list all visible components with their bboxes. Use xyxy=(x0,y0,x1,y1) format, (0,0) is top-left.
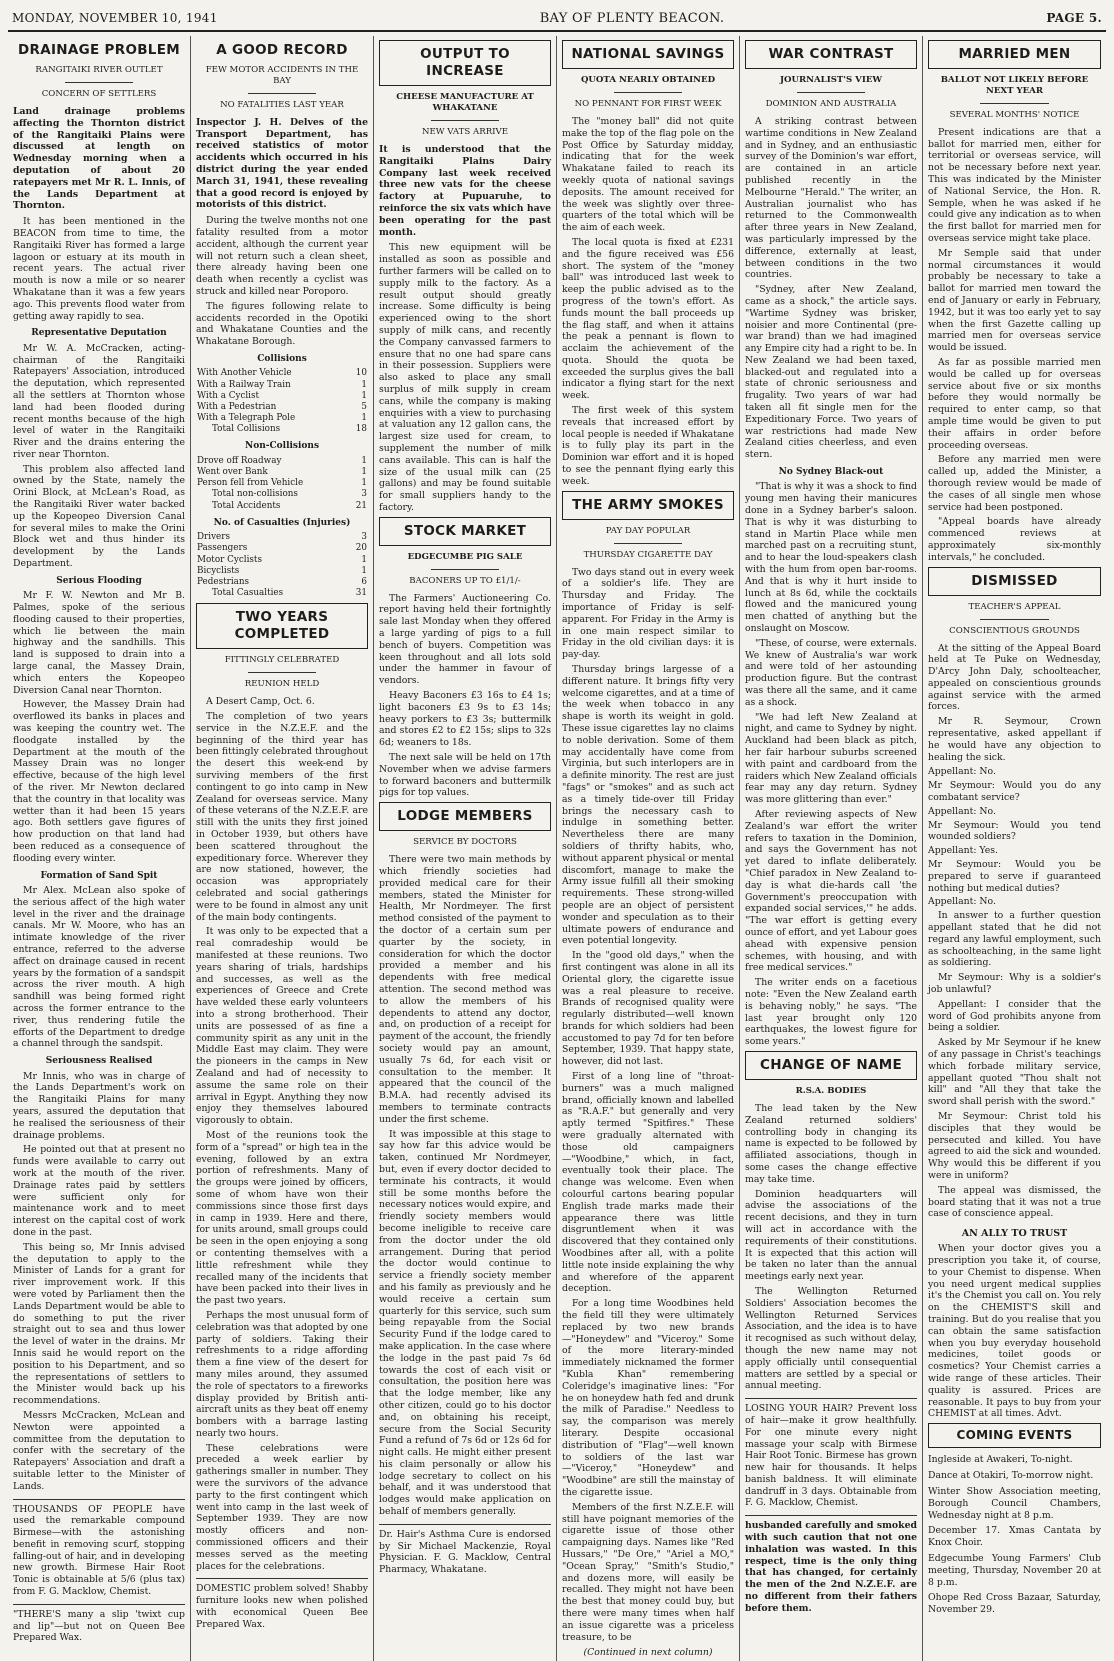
headline-coming-events: COMING EVENTS xyxy=(956,1428,1073,1443)
headline-box xyxy=(745,40,917,69)
headline-box xyxy=(745,1051,917,1080)
table-row xyxy=(196,577,368,588)
row-value: 31 xyxy=(355,588,367,599)
paragraph: He pointed out that at present no funds were available to carry out work at the mouth of the river. Drainage rates paid by settlers were sufficient only for maintenance work and to meet interest on the capital cost of work done in the past. xyxy=(13,1144,185,1238)
dialogue-line: Appellant: No. xyxy=(928,896,996,908)
row-value: 20 xyxy=(355,543,367,554)
paragraph: Mr R. Seymour, Crown representative, asked appellant if he would have any objection to healing the sick. xyxy=(928,716,1101,763)
dialogue-line: Appellant: Yes. xyxy=(928,845,998,857)
row-value: 1 xyxy=(361,467,367,478)
column-1 xyxy=(8,36,191,1661)
paragraph: Mr W. A. McCracken, acting-chairman of the Rangitaiki Ratepayers' Association, introduced the deputation, which represented all the settlers at Thornton whose land had been flooded during recent months because of the high level of water in the Rangitaiki River and the drains entering the river near Thornton. xyxy=(13,342,185,460)
row-value: 3 xyxy=(361,532,367,543)
subhead: SERVICE BY DOCTORS xyxy=(413,837,517,848)
column-2 xyxy=(191,36,374,1661)
paragraph: Mr Innis, who was in charge of the Lands Department's work on the Rangitaiki Plains for many years, assured the deputation that he realised the seriousness of their drainage problems. xyxy=(13,1070,185,1141)
ad-text: DOMESTIC problem solved! Shabby furniture looks new when polished with economical Queen Bee Prepared Wax. xyxy=(196,1583,368,1630)
headline-national-savings: NATIONAL SAVINGS xyxy=(571,46,725,62)
dialogue-line: Mr Seymour: Would you tend wounded soldiers? xyxy=(928,819,1101,843)
paragraph: The figures following relate to accidents recorded in the Opotiki and Whakatane Counties and the Whakatane Borough. xyxy=(196,300,368,348)
subhead: FITTINGLY CELEBRATED xyxy=(224,655,340,666)
headline-change-of-name: CHANGE OF NAME xyxy=(760,1056,902,1073)
paragraph: When your doctor gives you a prescription you take it, of course, to your Chemist to dispense. When you need urgent medical supplies it's the Chemist you call on. You rely on the CHEMIST'S skill and training. But do you realise that you can obtain the same satisfaction when you buy everyday household medicines, toilet goods or cosmetics? Your Chemist carries a wide range of these articles. Their quality is assured. Prices are reasonable. It pays to buy from your CHEMIST at all times. Advt. xyxy=(928,1243,1101,1420)
divider xyxy=(614,543,683,544)
article-lede: It is understood that the Rangitaiki Plains Dairy Company last week received three new vats for the cheese factory at Pupuaruhe, to reinforce the six vats which have been operating for the past month. xyxy=(379,144,551,238)
paragraph: Mr Alex. McLean also spoke of the serious affect of the high water level in the river and the drainage canals. Mr W. Moore, who has an intimate knowledge of the river entrance, referred to the adverse affect on drainage caused in recent years by the formation of a sandspit across the river mouth. A high sandhill was being formed right across the former entrance to the river, thus rendering futile the efforts of the Department to dredge a channel through the sandspit. xyxy=(13,885,185,1050)
paragraph: These celebrations were preceded a week earlier by gatherings smaller in number. They were the survivors of the advance party to the first contingent which went into camp in the last week of September 1939. They are now mostly officers and non-commissioned officers and their messes served as the meeting places for the celebrations. xyxy=(196,1442,368,1572)
paragraph: "Appeal boards have already commenced reviews at approximately six-monthly intervals," he concluded. xyxy=(928,516,1101,563)
paragraph: Heavy Baconers £3 16s to £4 1s; light baconers £3 9s to £3 14s; heavy porkers to £3 3s; buttermilk and stores £2 to £2 15s; slips to 32s 6d; weaners to 18s. xyxy=(379,690,551,749)
row-label: With Another Vehicle xyxy=(197,368,292,379)
table-row xyxy=(196,532,368,543)
paragraph: This problem also affected land owned by the State, namely the Orini Block, at McLean's Road, as the Rangitaiki River water backed up the Kopeopeo Diversion Canal for several miles to make the Orini Block wet and thus hinder its development by the Lands Department. xyxy=(13,463,185,570)
subhead: BACONERS UP TO £1/1/- xyxy=(409,575,521,586)
paragraph: "These, of course, were externals. We knew of Australia's war work and were told of her astounding production figure. But the contrast was there all the same, and it came as a shock. xyxy=(745,637,917,708)
paragraph: As far as possible married men would be called up for overseas service about five or six months before they would normally be required to enter camp, so that ample time would be given to put their affairs in order before proceeding overseas. xyxy=(928,357,1101,451)
newspaper-title: BAY OF PLENTY BEACON. xyxy=(539,10,725,26)
section-heading: Serious Flooding xyxy=(56,575,142,586)
headline-box xyxy=(928,567,1101,596)
subhead: QUOTA NEARLY OBTAINED xyxy=(580,75,716,86)
row-label: With a Pedestrian xyxy=(197,401,277,412)
row-value: 21 xyxy=(355,500,367,511)
issue-date: MONDAY, NOVEMBER 10, 1941 xyxy=(12,11,218,25)
paragraph: Thursday brings largesse of a different nature. It brings fifty very welcome cigarettes, and at a time of the week when tobacco in any shape is worth its weight in gold. These issue cigarettes lay no claims to noble derivation. Some of them may accidentally have come from Virginia, but such interlopers are in a definite minority. The rest are just "fags" or "smokes" and as such act as a timely tide-over till Friday brings the necessary cash to indulge in something better. Nevertheless there are many soldiers of thrifty habits, who, without apparent physical or mental discomfort, manage to make the Army issue fulfill all their smoking requirements. These strong-willed people are an object of persistent wonder and speculation as to their ultimate powers of endurance and even potential longevity. xyxy=(562,663,734,947)
paragraph: After reviewing aspects of New Zealand's war effort the writer refers to taxation in the Dominion, and says the Government has not yet dared to inflate deliberately. "Chief paradox in New Zealand to-day is what die-hards call 'the Government's preoccupation with expanded social services,'" he adds. "The war effort is getting every ounce of effort, and yet Labour goes ahead with expensive pension schemes, with housing, and with free medical services." xyxy=(745,809,917,974)
paragraph: The appeal was dismissed, the board stating that it was not a true case of conscience appeal. xyxy=(928,1184,1101,1220)
subhead: CONSCIENTIOUS GROUNDS xyxy=(949,625,1080,636)
dialogue xyxy=(928,766,1101,908)
dialogue-line: Appellant: No. xyxy=(928,805,996,817)
subhead: R.S.A. BODIES xyxy=(795,1086,867,1097)
paragraph: The lead taken by the New Zealand returned soldiers' controlling body in changing its name is expected to be followed by affiliated associations, though in some cases the change effective may take time. xyxy=(745,1102,917,1185)
subhead: EDGECUMBE PIG SALE xyxy=(407,551,523,562)
row-value: 3 xyxy=(361,489,367,500)
masthead xyxy=(8,6,1106,30)
row-label: With a Cyclist xyxy=(197,390,260,401)
table-total-row xyxy=(196,501,368,512)
row-value: 1 xyxy=(361,413,367,424)
table-row xyxy=(196,478,368,489)
divider xyxy=(797,92,866,93)
headline-the-army-smokes: THE ARMY SMOKES xyxy=(572,496,724,513)
headline-output-to-increase: OUTPUT TO INCREASE xyxy=(420,46,510,80)
advertisement xyxy=(13,1604,185,1644)
table-row xyxy=(196,456,368,467)
subhead: FEW MOTOR ACCIDENTS IN THE BAY xyxy=(205,65,359,87)
headline-a-good-record: A GOOD RECORD xyxy=(216,42,348,58)
row-value: 1 xyxy=(361,455,367,466)
table-row xyxy=(196,467,368,478)
row-value: 10 xyxy=(355,368,367,379)
table-heading: Collisions xyxy=(257,354,307,364)
headline-box xyxy=(379,40,551,86)
headline-box xyxy=(379,802,551,831)
paragraph: Dominion headquarters will advise the associations of the recent decisions, and they in turn will act in accordance with the requirements of their constitutions. It is expected that this action will be taken no later than the annual meetings early next year. xyxy=(745,1188,917,1283)
columns xyxy=(8,36,1106,1659)
row-label: Bicyclists xyxy=(197,565,240,576)
advertisement xyxy=(745,1398,917,1509)
paragraph: Mr F. W. Newton and Mr B. Palmes, spoke of the serious flooding caused to their properties, which lie between the main highway and the sandhills. This land is supposed to drain into a large canal, the Massey Drain, which enters the Kopeopeo Diversion Canal near Thornton. xyxy=(13,590,185,696)
table-row xyxy=(196,368,368,379)
row-value: 18 xyxy=(355,424,367,435)
list-item: December 17. Xmas Cantata by Knox Choir. xyxy=(928,1525,1101,1549)
table-total-row xyxy=(196,424,368,435)
subhead: SEVERAL MONTHS' NOTICE xyxy=(949,109,1080,120)
advertisement xyxy=(13,1499,185,1598)
row-label: Total Accidents xyxy=(212,500,281,511)
paragraph: Most of the reunions took the form of a "spread" or high tea in the evening, followed by an extra portion of refreshments. Many of the groups were joined by officers, some of whom have won their commissions since those first days in camp in 1939. Here and there, for units around, small groups could be seen in the open enjoying a song or contenting themselves with a little refreshment while they recalled many of the incidents that have been packed into their lives in the past two years. xyxy=(196,1129,368,1307)
list-item: Dance at Otakiri, To-morrow night. xyxy=(928,1470,1094,1482)
subhead: THURSDAY CIGARETTE DAY xyxy=(583,549,713,560)
dateline: A Desert Camp, Oct. 6. xyxy=(206,696,315,708)
divider xyxy=(614,92,683,93)
section-heading: Representative Deputation xyxy=(31,328,167,339)
subhead: TEACHER'S APPEAL xyxy=(968,601,1061,612)
row-label: Total Collisions xyxy=(212,424,281,435)
subhead: NO FATALITIES LAST YEAR xyxy=(220,99,344,110)
collisions-table xyxy=(196,368,368,435)
section-heading: Formation of Sand Spit xyxy=(40,870,158,881)
paragraph: Appellant: I consider that the word of God prohibits anyone from being a soldier. xyxy=(928,998,1101,1034)
divider xyxy=(431,569,500,570)
row-value: 1 xyxy=(361,390,367,401)
table-row xyxy=(196,555,368,566)
paragraph: The local quota is fixed at £231 and the figure received was £56 short. The system of the "money ball" was introduced last week to keep the public advised as to the progress of the town's effort. As funds mount the ball proceeds up the flag staff, and when it attains the peak a pennant is flown to acclaim the achievement of the quota. Should the quota be exceeded the surplus gives the ball indicator a flying start for the next week. xyxy=(562,236,734,402)
divider xyxy=(248,93,317,94)
row-label: Went over Bank xyxy=(197,467,268,478)
table-row xyxy=(196,413,368,424)
dialogue-line: Mr Seymour: Would you do any combatant service? xyxy=(928,780,1101,804)
table-row xyxy=(196,566,368,577)
advertisement xyxy=(196,1578,368,1630)
row-value: 1 xyxy=(361,379,367,390)
paragraph: "That is why it was a shock to find young men having their manicures done in a Sydney barber's saloon. That is why it was disturbing to stand in Martin Place while men marched past on a recruiting stunt, and to hear the loud-speakers clash with the hum from open bar-rooms. And that is why it hurt inside to lunch at 8s 6d, while the cocktails flowed and the manicured young men chatted of anything but the onslaught on Moscow. xyxy=(745,481,917,635)
ad-text: LOSING YOUR HAIR? Prevent loss of hair—make it grow healthfully. For one minute every night massage your scalp with Birmese Hair Root Tonic. Birmese has grown new hair for thousands. It helps banish baldness. It will eliminate dandruff in 3 days. Obtainable from F. G. Macklow, Chemist. xyxy=(745,1403,917,1509)
section-heading: Seriousness Realised xyxy=(45,1056,153,1067)
paragraph: First of a long line of "throat-burners" was a much maligned brand, officially known and labelled as "R.A.F." but generally and very aptly termed "Spitfires." These were gradually alternated with those old campaigners—"Woodbine," which, in fact, eventually took their place. The change was welcome. Even when colourful cartons bearing popular English trade marks made their appearance there was little disgruntlement when it was discovered that they contained only Woodbines after all, with a polite little note inside explaining the why and wherefore of the apparent deception. xyxy=(562,1071,734,1295)
paragraph: Perhaps the most unusual form of celebration was that adopted by one party of soldiers. Taking their refreshments to a ridge affording them a fine view of the desert for many miles around, they assumed the role of spectators to a fireworks display provided by British anti-aircraft units as they beat off enemy bombers with a barrage lasting nearly two hours. xyxy=(196,1309,368,1439)
headline-box xyxy=(562,491,734,520)
dialogue-line: Mr Seymour: Would you be prepared to serve if guaranteed nothing but medical duties? xyxy=(928,859,1101,894)
list-item: Edgecumbe Young Farmers' Club meeting, Thursday, November 20 at 8 p.m. xyxy=(928,1552,1101,1588)
row-label: Motor Cyclists xyxy=(197,554,262,565)
divider xyxy=(431,120,500,121)
paragraph: "We had left New Zealand at night, and came to Sydney by night. Auckland had been black as pitch, her fair harbour suburbs screened with paint and cardboard from the raiders which New Zealand officials fear may any day return. Sydney was more glittering than ever." xyxy=(745,711,917,806)
headline-married-men: MARRIED MEN xyxy=(958,46,1071,62)
casualties-table xyxy=(196,532,368,599)
paragraph: There were two main methods by which friendly societies had provided medical care for their members, stated the Minister for Health, Mr Nordmeyer. The first method consisted of the payment to the doctor of a certain sum per quarter by the society, in consideration for which the doctor provided a member and his dependents with free medical attention. The second method was to allow the members of his dependents to attend any doctor, and, on production of a receipt for payment of the account, the friendly society would pay an amount, usually 7s 6d, for each visit or consultation to the member. It appeared that the council of the B.M.A. had recently advised its members to terminate contracts under the first scheme. xyxy=(379,854,551,1125)
subhead: NO PENNANT FOR FIRST WEEK xyxy=(574,99,722,110)
table-heading: Non-Collisions xyxy=(244,441,320,452)
table-total-row xyxy=(196,489,368,500)
headline-stock-market: STOCK MARKET xyxy=(403,522,527,539)
continued-text xyxy=(745,1515,917,1614)
divider xyxy=(980,619,1049,620)
headline-drainage-problem: DRAINAGE PROBLEM xyxy=(18,42,180,58)
paragraph: In answer to a further question appellant stated that he did not regard any lawful employment, such as schoolteaching, in the same light as soldiering. xyxy=(928,910,1101,969)
paragraph: Present indications are that a ballot for married men, either for territorial or overseas service, will not be necessary before next year. This was indicated by the Minister of National Service, the Hon. R. Semple, when he was asked if he could give any indication as to when the first ballot for married men for overseas service might take place. xyxy=(928,126,1101,245)
subhead: JOURNALIST'S VIEW xyxy=(779,75,883,86)
table-row xyxy=(196,380,368,391)
article-lede: Inspector J. H. Delves of the Transport Department, has received statistics of motor accidents which occurred in his district during the year ended March 31, 1941, these revealing that a good record is enjoyed by motorists of this district. xyxy=(196,116,368,211)
row-label: Passengers xyxy=(197,543,248,554)
subhead: CHEESE MANUFACTURE AT WHAKATANE xyxy=(396,92,534,114)
paragraph: Members of the first N.Z.E.F. will still have poignant memories of the cigarette issue of those other campaigning days. Names like "Red Hussars," "De Ore," "Ariel a MO," "Ocean Spray," "Smith's Studio," and dozens more, will easily be recalled. They might not have been the best that money could buy, but there were many times when half an issue cigarette was a priceless treasure, to be xyxy=(562,1501,734,1643)
subhead: PAY DAY POPULAR xyxy=(605,525,691,536)
paragraph: However, the Massey Drain had overflowed its banks in places and was keeping the country wet. The floodgate installed by the Department at the mouth of the Massey Drain was no longer effective, because of the high level of the river. Mr Newton declared that the country in that locality was wetter than it had been 15 years ago. Both settlers gave figures of how production on that land had been reduced as a consequence of flooding every winter. xyxy=(13,699,185,864)
paragraph: The Farmers' Auctioneering Co. report having held their fortnightly sale last Monday when they offered a large yarding of pigs to a full bench of buyers. Competition was keen throughout and all lots sold under the hammer in favour of vendors. xyxy=(379,592,551,687)
paragraph: In the "good old days," when the first contingent was alone in all its Oriental glory, the cigarette issue was a real pleasure to receive. Brands of recognised quality were regularly distributed—well known brands for which soldiers had been accustomed to pay 7d for ten before September, 1939. That happy state, however, did not last. xyxy=(562,950,734,1068)
table-total-row xyxy=(196,588,368,599)
headline-dismissed: DISMISSED xyxy=(971,572,1058,589)
row-value: 1 xyxy=(361,565,367,576)
paragraph: It was only to be expected that a real comradeship would be manifested at these reunions. Two years sharing of trials, hardships and successes, as well as the experiences of Greece and Crete have welded these early volunteers into a strong brotherhood. Their units are possessed of as fine a community spirit as any unit in the Middle East may claim. They were the pioneers in the camps in New Zealand and had of necessity to assume the same role on their arrival in Egypt. Anything they now enjoy they themselves laboured vigorously to obtain. xyxy=(196,926,368,1127)
paragraph: Messrs McCracken, McLean and Newton were appointed a committee from the deputation to confer with the secretary of the Ratepayers' Association and draft a suitable letter to the Minister of Lands. xyxy=(13,1409,185,1492)
row-value: 1 xyxy=(361,554,367,565)
events-list xyxy=(928,1454,1101,1616)
paragraph: It was impossible at this stage to say how far this advice would be taken, continued Mr Nordmeyer, but, even if every doctor decided to terminate his contracts, it would still be some months before the necessary notices would expire, and friendly society members would become ineligible to receive care from the doctor under the old arrangement. During that period the doctor would continue to service a friendly society member and his family as previously and he would receive a certain sum quarterly for this service, such sum being repayable from the Social Security Fund if the lodge cared to make application. In the case where the lodge in the past paid 7s 6d towards the cost of each visit or consultation, the position here was that the lodge member, like any other citizen, could go to his doctor and, on obtaining his receipt, secure from the Social Security Fund a refund of 7s 6d or 12s 6d for night calls. He might either present his claim personally or allow his lodge secretary to collect on his behalf, and it was understood that lodges would make application on behalf of members generally. xyxy=(379,1128,551,1518)
table-row xyxy=(196,543,368,554)
row-value: 5 xyxy=(361,401,367,412)
headline-two-years-completed: TWO YEARS COMPLETED xyxy=(234,609,330,643)
paragraph: "Sydney, after New Zealand, came as a shock," the article says. "Wartime Sydney was brisker, noisier and more Continental (pre-war brand) than we had imagined any Empire city had a right to be. In New Zealand we had been taxed, blacked-out and regulated into a state of chronic seriousness and frugality. Two years of war had taken all fit single men for the Expeditionary Force. Two years of war restrictions had made New Zealand cities cheerless, and even stern. xyxy=(745,284,917,461)
row-label: With a Railway Train xyxy=(197,379,291,390)
ad-text: "THERE'S many a slip 'twixt cup and lip"—but not on Queen Bee Prepared Wax. xyxy=(13,1608,185,1644)
paragraph: Mr Seymour: Christ told his disciples that they would be persecuted and killed. You have agreed to aid the sick and wounded. Why would this be different if you were in uniform? xyxy=(928,1110,1101,1181)
subhead: RANGITAIKI RIVER OUTLET xyxy=(35,65,163,76)
paragraph: Two days stand out in every week of a soldier's life. They are Thursday and Friday. The importance of Friday is self-apparent. For Friday in the Army is in one main respect similar to Friday in the old civilian days: it is pay-day. xyxy=(562,566,734,661)
article-lede: Land drainage problems affecting the Thornton district of the Rangitaiki Plains were discussed at length on Wednesday morning when a deputation of about 20 ratepayers met Mr R. L. Innis, of the Lands Department at Thornton. xyxy=(13,105,185,212)
paragraph: The next sale will be held on 17th November when we advise farmers to forward baconers and buttermilk pigs for top values. xyxy=(379,752,551,799)
column-6 xyxy=(923,36,1106,1661)
paragraph: The completion of two years service in the N.Z.E.F. and the beginning of the third year has been fittingly celebrated throughout the desert this week-end by surviving members of the first contingent to go into camp in New Zealand for overseas service. Many of these veterans of the N.Z.E.F. are still with the units they first joined in October 1939, but others have been scattered throughout the expeditionary force. Wherever they are now stationed, however, the occasion was appropriately celebrated and social gatherings were to be found in almost any unit of the main body contingents. xyxy=(196,711,368,923)
row-label: Total Casualties xyxy=(212,588,284,599)
subhead: DOMINION AND AUSTRALIA xyxy=(765,99,897,110)
continued-note: (Continued in next column) xyxy=(583,1647,713,1659)
paragraph: For a long time Woodbines held the field till they were ultimately replaced by two new brands—"Honeydew" and "Viceroy." Some of the more literary-minded immediately nicknamed the former "Kubla Khan" remembering Coleridge's imaginative lines: "For he on honeydew hath fed and drunk the milk of Paradise." Needless to say, the comparison was merely literary. Despite occasional distribution of "Flag"—well known to soldiers of the last war—"Viceroy," "Honeydew" and "Woodbine" are still the mainstay of the cigarette issue. xyxy=(562,1298,734,1498)
headline-box xyxy=(379,517,551,546)
row-label: With a Telegraph Pole xyxy=(197,413,296,424)
subhead: CONCERN OF SETTLERS xyxy=(41,89,157,100)
subhead: NEW VATS ARRIVE xyxy=(421,127,509,138)
row-label: Total non-collisions xyxy=(212,489,298,500)
paragraph: The writer ends on a facetious note: "Even the New Zealand earth is behaving nobly," he says. "The last year brought only 120 earthquakes, the lowest figure for some years." xyxy=(745,977,917,1048)
divider xyxy=(65,82,134,83)
table-row xyxy=(196,402,368,413)
paragraph: The first week of this system reveals that increased effort by local people is needed if Whakatane is to fully play its part in the Dominion war effort and it is hoped to see the pennant flying early this week. xyxy=(562,405,734,487)
row-label: Drove off Roadway xyxy=(197,455,282,466)
divider xyxy=(248,672,317,673)
dialogue-line: Appellant: No. xyxy=(928,766,996,778)
list-item: Ingleside at Awakeri, To-night. xyxy=(928,1454,1073,1466)
paragraph: Asked by Mr Seymour if he knew of any passage in Christ's teachings which forbade military service, appellant quoted "Thou shalt not kill" and "All they that take the sword shall perish with the sword." xyxy=(928,1037,1101,1108)
list-item: Winter Show Association meeting, Borough Council Chambers, Wednesday night at 8 p.m. xyxy=(928,1486,1101,1521)
paragraph: Before any married men were called up, added the Minister, a thorough review would be made of the cases of all single men whose service had been postponed. xyxy=(928,454,1101,513)
subhead: BALLOT NOT LIKELY BEFORE NEXT YEAR xyxy=(940,75,1089,97)
column-3 xyxy=(374,36,557,1661)
paragraph: A striking contrast between wartime conditions in New Zealand and in Sydney, and an enthusiastic survey of the Dominion's war effort, are contained in an article published recently in the Melbourne "Herald." The writer, an Australian journalist who has returned to the Commonwealth after three years in New Zealand, was particularly impressed by the difference, externally at least, between conditions in the two countries. xyxy=(745,115,917,281)
paragraph: This being so, Mr Innis advised the deputation to apply to the Minister of Lands for a grant for river improvement work. If this were voted by Parliament then the Lands Department would be able to do something to put the river straight out to sea and thus lower the level of water in the drains. Mr Innis said he would report on the position to his Department, and so the representations of settlers to the Minister would back up his recommendations. xyxy=(13,1241,185,1407)
ad-text: THOUSANDS OF PEOPLE have used the remarkable compound Birmese—with the astonishing benefit in removing scurf, stopping falling-out of hair, and in developing new growth. Birmese Hair Root Tonic is obtainable at 5/6 (plus tax) from F. G. Macklow, Chemist. xyxy=(13,1503,185,1598)
headline-war-contrast: WAR CONTRAST xyxy=(768,46,894,62)
headline-lodge-members: LODGE MEMBERS xyxy=(397,808,533,825)
paragraph: The "money ball" did not quite make the top of the flag pole on the Post Office by Saturday midday, indicating that for the week Whakatane failed to reach its weekly quota of national savings deposits. The amount received for the week was slightly over three-quarters of the total which will be the aim of each week. xyxy=(562,115,734,234)
headline-box xyxy=(928,1423,1101,1448)
row-value: 6 xyxy=(361,576,367,587)
column-4 xyxy=(557,36,740,1661)
paragraph: Mr Semple said that under normal circumstances it would probably be necessary to take a ballot for married men toward the end of January or early in February, 1942, but it was too early yet to say when the first Gazette calling up married men for overseas service would be issued. xyxy=(928,247,1101,354)
headline-box xyxy=(196,603,368,649)
paragraph: At the sitting of the Appeal Board held at Te Puke on Wednesday, D'Arcy John Daly, schoolteacher, appealed on conscientious grounds against service with the armed forces. xyxy=(928,642,1101,713)
row-label: Pedestrians xyxy=(197,576,250,587)
paragraph: Mr Seymour: Why is a soldier's job unlawful? xyxy=(928,972,1101,996)
subhead: REUNION HELD xyxy=(244,679,320,690)
paragraph: husbanded carefully and smoked with such caution that not one inhalation was wasted. In this respect, time is the only thing that has changed, for certainly the men of the 2nd N.Z.E.F. are no different from their fathers before them. xyxy=(745,1520,917,1614)
non-collisions-table xyxy=(196,456,368,512)
divider xyxy=(980,103,1049,104)
row-label: Drivers xyxy=(197,532,230,543)
headline-an-ally-to-trust: AN ALLY TO TRUST xyxy=(961,1228,1068,1240)
ad-text: Dr. Hair's Asthma Cure is endorsed by Sir Michael Mackenzie, Royal Physician. F. G. Macklow, Central Pharmacy, Whakatane. xyxy=(379,1528,551,1576)
list-item: Ohope Red Cross Bazaar, Saturday, November 29. xyxy=(928,1592,1101,1616)
advertisement xyxy=(379,1524,551,1576)
column-5 xyxy=(740,36,923,1661)
row-label: Person fell from Vehicle xyxy=(197,478,304,489)
row-value: 1 xyxy=(361,478,367,489)
headline-box xyxy=(928,40,1101,69)
headline-box xyxy=(562,40,734,69)
paragraph: During the twelve months not one fatality resulted from a motor accident, although the current year will not return such a clean sheet, there already having been one death when recently a cyclist was struck and killed near Poroporo. xyxy=(196,215,368,298)
paragraph: This new equipment will be installed as soon as possible and further farmers will be called on to supply milk to the factory. As a result output should greatly increase. Some difficulty is being experienced owing to the short supply of milk cans, and recently the Company canvassed farmers to ensure that no one had spare cans in their possession. Suppliers were also asked to place any small surplus of milk supply in cream cans, while the company is making enquiries with a view to purchasing at valuation any 12 gallon cans, the largest size used for cream, to supplement the number of milk cans available. This can is half the size of the usual milk can (25 gallons) and may be found suitable for small suppliers handy to the factory. xyxy=(379,242,551,513)
table-row xyxy=(196,391,368,402)
page-number: PAGE 5. xyxy=(1046,11,1102,25)
paragraph: It has been mentioned in the BEACON from time to time, the Rangitaiki River has formed a large lagoon or estuary at its mouth in recent years. The actual river mouth is now a mile or so nearer Whakatane than it was a few years ago. This prevents flood water from getting away rapidly to sea. xyxy=(13,216,185,322)
table-heading: No. of Casualties (Injuries) xyxy=(213,517,351,528)
masthead-rule xyxy=(8,30,1106,32)
section-heading: No Sydney Black-out xyxy=(778,467,884,478)
paragraph: The Wellington Returned Soldiers' Association becomes the Wellington Returned Services Association, and the idea is to have it recognised as such without delay, though the new name may not apply officially until consequential matters are settled by a special or annual meeting. xyxy=(745,1285,917,1392)
